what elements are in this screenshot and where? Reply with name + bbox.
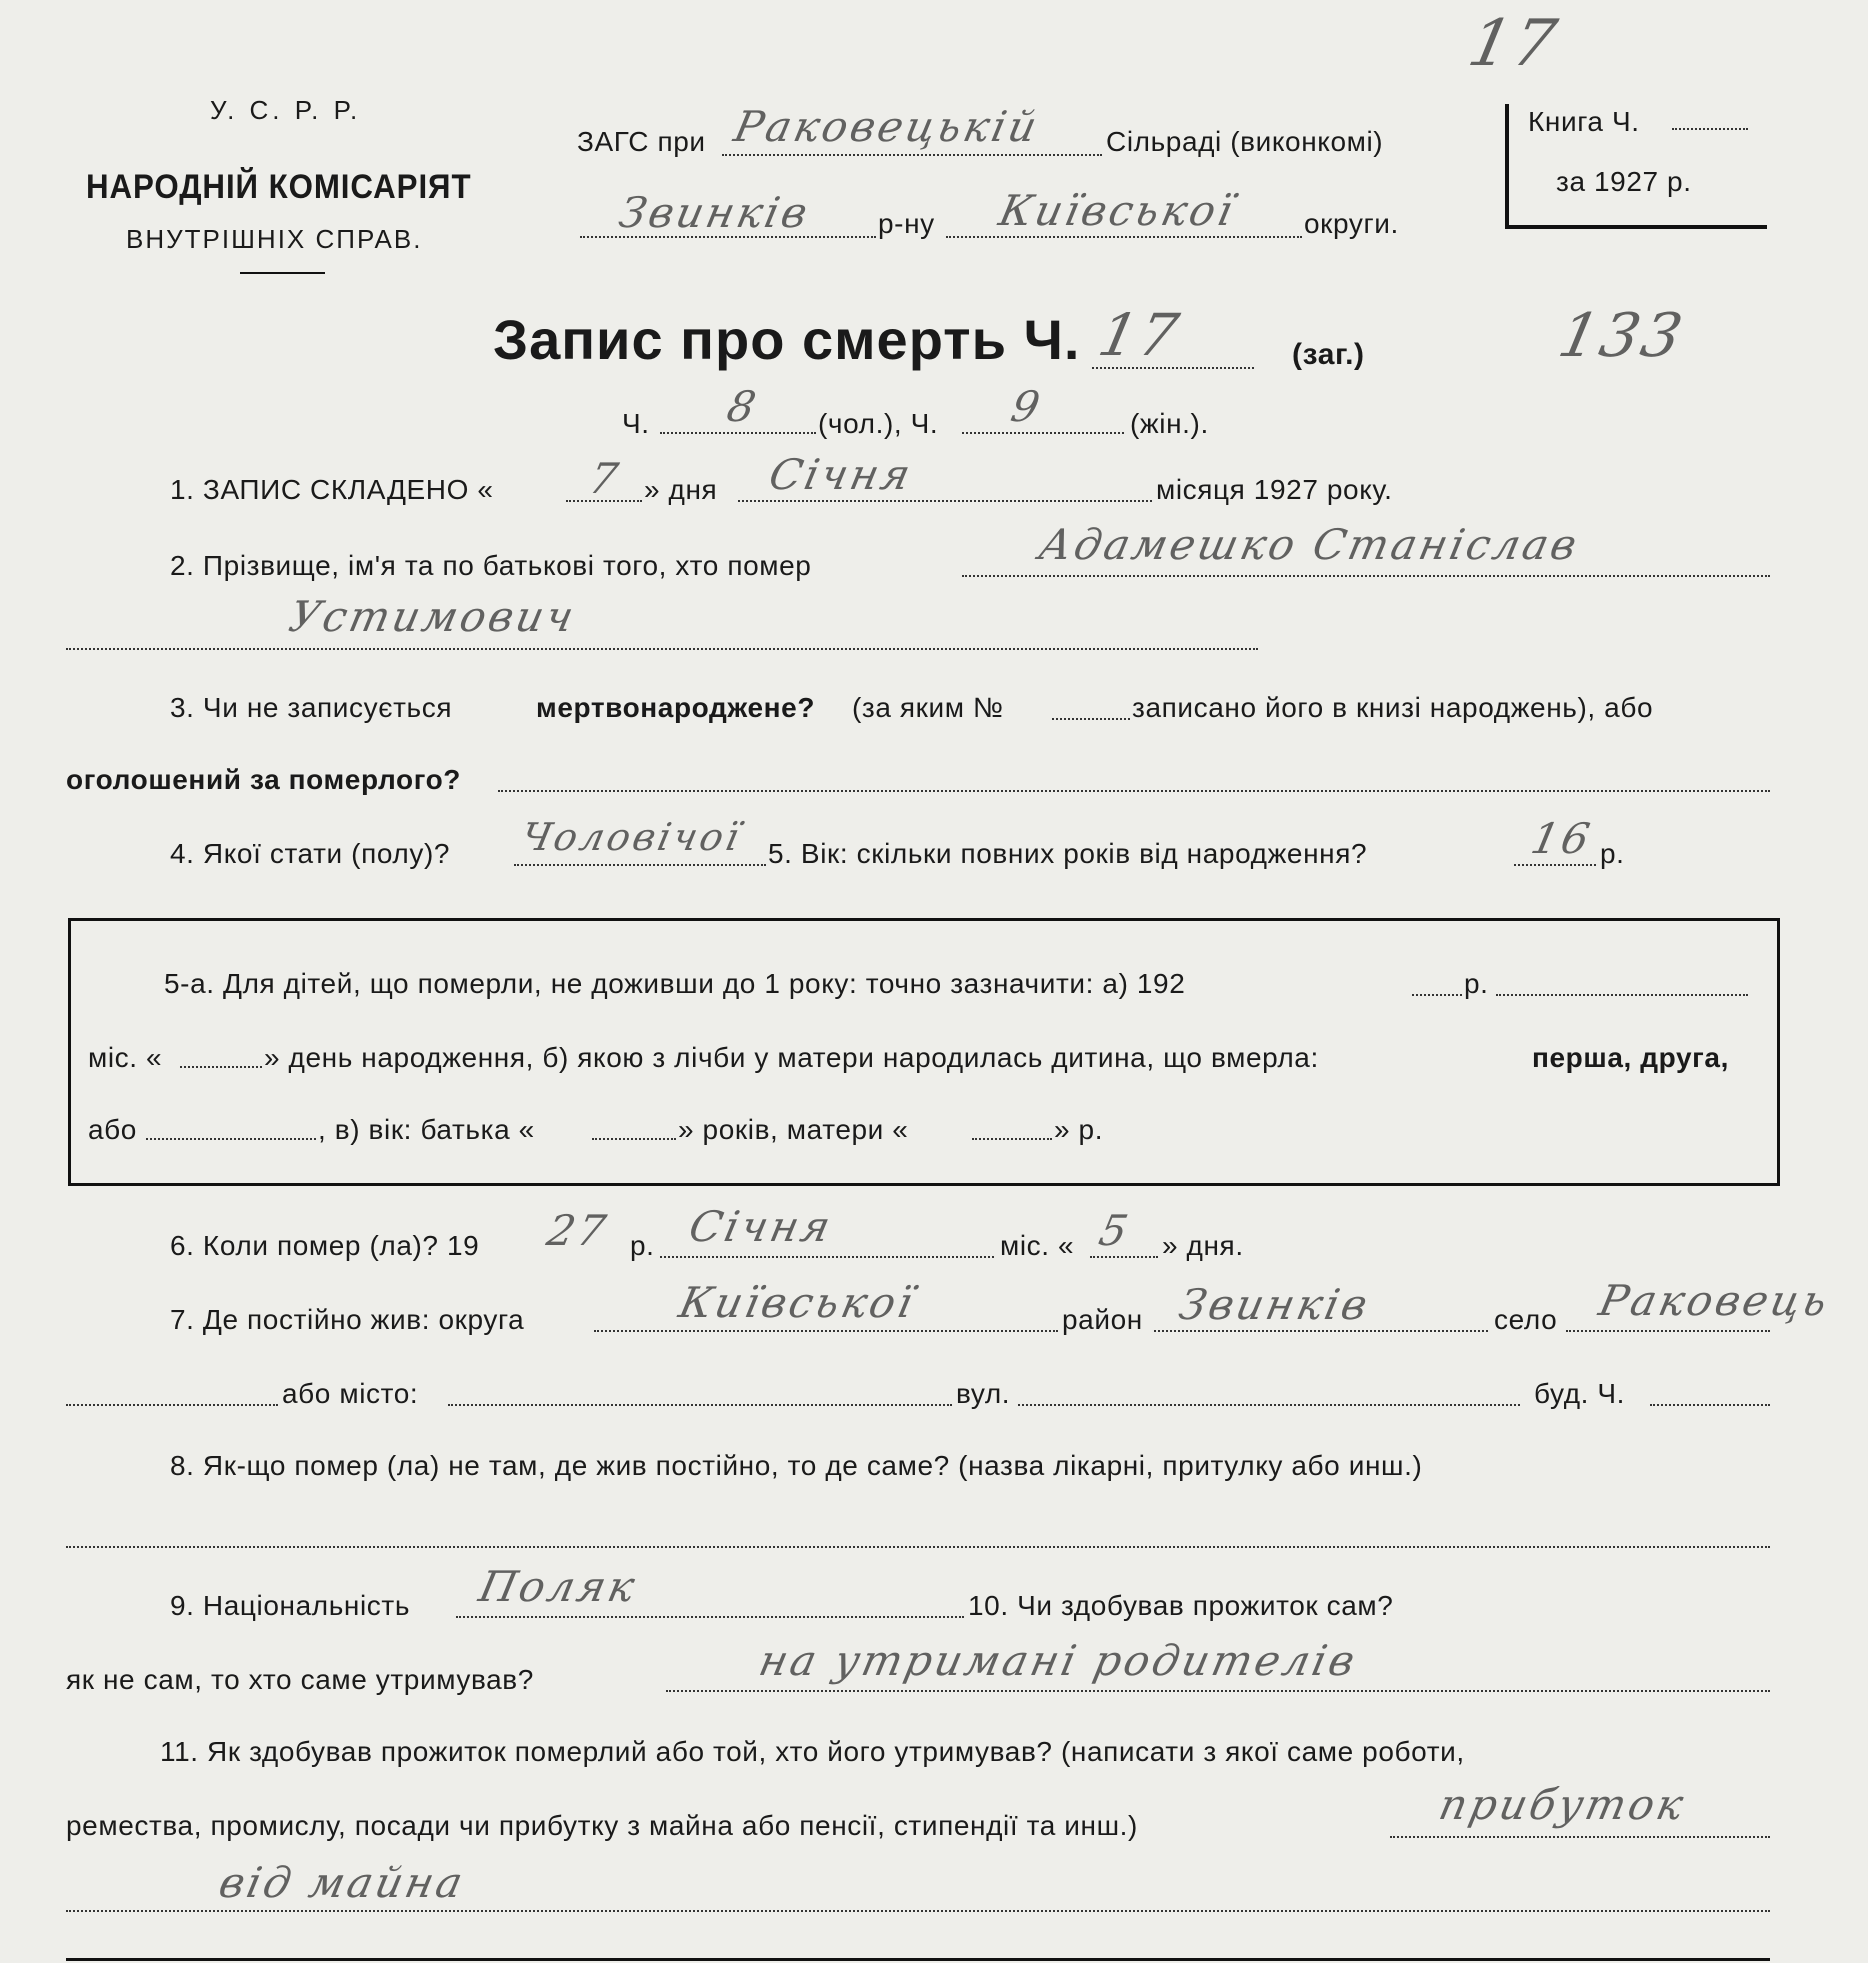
field-5a-month-line [1496,994,1748,996]
district-suffix: р-ну [878,208,935,239]
field-3-recorded-label: записано його в книзі народжень), або [1132,692,1654,723]
field-3-label: 3. Чи не записується [170,692,453,723]
okrug-handwritten: Київської [994,186,1240,235]
field-11-answer-handwritten-1: прибуток [1434,1780,1691,1829]
record-zag-label: (заг.) [1292,338,1365,371]
field-9-nationality-line [456,1616,964,1618]
field-1-month-line [738,500,1152,502]
field-11-label-line-1: 11. Як здобував прожиток померлий або той, хто його утримував? (написати з якої саме роботи, [160,1736,1465,1767]
field-7-village-label: село [1494,1304,1558,1335]
field-7-okrug-line [594,1330,1058,1332]
bottom-rule [66,1958,1770,1961]
field-10-supporter-handwritten: на утримані родителів [754,1636,1362,1685]
field-11-label-line-2: ремества, промислу, посади чи прибутку з майна або пенсії, стипендії та инш.) [66,1810,1138,1841]
field-5a-birth-order-options: перша, друга, [1532,1042,1729,1073]
header-divider [240,272,325,274]
field-1-year-label: місяця 1927 року. [1156,474,1393,505]
field-7-district-label: район [1062,1304,1143,1335]
field-3-stillborn: мертвонароджене? [536,692,816,723]
field-7-district-handwritten: Звинків [1174,1280,1375,1329]
field-1-day-suffix: » дня [644,474,718,505]
field-4-label: 4. Якої стати (полу)? [170,838,451,869]
field-5-age-handwritten: 16 [1526,814,1597,863]
field-4-sex-line [514,864,766,866]
field-1-month-handwritten: Січня [764,450,918,499]
field-7-label: 7. Де постійно жив: округа [170,1304,525,1335]
male-count-line [660,432,816,434]
department-label: ВНУТРІШНІХ СПРАВ. [126,224,423,254]
field-5a-father-age-label: , в) вік: батька « [318,1114,535,1145]
field-1-day-handwritten: 7 [584,454,626,503]
ussr-label: У. С. Р. Р. [210,95,362,125]
field-5a-mother-age-label: » років, матери « [678,1114,909,1145]
field-9-nationality-handwritten: Поляк [474,1562,642,1611]
field-5a-year-unit: р. [1464,968,1489,999]
book-label: Книга Ч. [1528,106,1640,137]
male-count-handwritten: 8 [722,382,764,431]
field-7-district-line [1154,1330,1488,1332]
field-2-patronymic-line [66,648,1258,650]
zags-suffix: Сільраді (виконкомі) [1106,126,1384,157]
field-5a-mother-age-line [972,1138,1052,1140]
field-7-okrug-handwritten: Київської [674,1278,920,1327]
page-number-mark: 17 [1462,7,1566,81]
field-6-year-handwritten: 27 [542,1206,613,1255]
field-7-village-line [1566,1330,1770,1332]
commissariat-label: НАРОДНІЙ КОМІСАРІЯТ [86,168,472,206]
male-count-prefix: Ч. [622,408,650,439]
field-10-supporter-line [666,1690,1770,1692]
zags-village-handwritten: Раковецькій [729,102,1045,151]
field-3-number-label: (за яким № [852,692,1004,723]
field-11-answer-handwritten-2: від майна [214,1858,470,1907]
field-6-month-handwritten: Січня [684,1202,838,1251]
district-handwritten: Звинків [614,188,815,237]
field-9-label: 9. Національність [170,1590,411,1621]
field-3-declared-dead: оголошений за померлого? [66,764,462,795]
field-10-label: 10. Чи здобував прожиток сам? [968,1590,1394,1621]
record-number-handwritten: 17 [1092,301,1188,369]
book-year: за 1927 р. [1556,166,1692,197]
field-7-house-label: буд. Ч. [1534,1378,1626,1409]
field-5a-day-line [180,1066,262,1068]
field-7-street-line [1018,1404,1520,1406]
field-7-town-line [448,1404,952,1406]
field-7-village-handwritten: Раковець [1594,1276,1835,1325]
zags-prefix: ЗАГС при [577,126,706,157]
field-11-answer-line-1 [1390,1836,1770,1838]
field-6-month-label: міс. « [1000,1230,1075,1261]
field-11-answer-line-2 [66,1910,1770,1912]
book-box-bottom [1505,225,1767,229]
female-count-line [962,432,1124,434]
field-6-year-unit: р. [630,1230,655,1261]
female-count-label: (жін.). [1130,408,1209,439]
field-5a-mother-age-unit: » р. [1054,1114,1104,1145]
field-5a-birth-order-label: » день народження, б) якою з лічби у матери народилась дитина, що вмерла: [264,1042,1319,1073]
book-box-left [1505,104,1509,228]
field-2-patronymic-handwritten: Устимович [284,592,581,641]
field-7-town-label: або місто: [282,1378,419,1409]
field-1-label: 1. ЗАПИС СКЛАДЕНО « [170,474,494,505]
field-2-name-handwritten: Адамешко Станіслав [1034,520,1584,569]
female-count-handwritten: 9 [1006,382,1048,431]
field-5a-or-line [146,1138,316,1140]
field-5a-line-1: 5-а. Для дітей, що померли, не доживши до 1 року: точно зазначити: а) 192 [164,968,1186,999]
zags-village-line [722,154,1102,156]
field-8-label: 8. Як-що помер (ла) не там, де жив постійно, то де саме? (назва лікарні, притулку або инш.) [170,1450,1423,1481]
book-number-line [1672,128,1748,130]
field-8-answer-line [66,1546,1770,1548]
field-5-age-line [1514,864,1596,866]
field-7-street-label: вул. [956,1378,1011,1409]
field-6-label: 6. Коли помер (ла)? 19 [170,1230,480,1261]
field-6-month-line [660,1256,994,1258]
field-5-label: 5. Вік: скільки повних років від народження? [768,838,1368,869]
field-6-day-label: » дня. [1162,1230,1244,1261]
field-5a-month-label: міс. « [88,1042,163,1073]
field-5a-father-age-line [592,1138,676,1140]
field-5-age-unit: р. [1600,838,1625,869]
field-2-label: 2. Прізвище, ім'я та по батькові того, хто помер [170,550,812,581]
okrug-suffix: округи. [1304,208,1399,239]
field-5a-year-line [1412,994,1462,996]
field-5a-or-label: або [88,1114,137,1145]
field-10-supporter-label: як не сам, то хто саме утримував? [66,1664,534,1695]
field-6-day-handwritten: 5 [1094,1206,1136,1255]
field-6-day-line [1090,1256,1158,1258]
record-title: Запис про смерть Ч. [493,308,1081,371]
okrug-line [946,236,1302,238]
field-3-declared-line [498,790,1770,792]
record-total-handwritten: 133 [1552,301,1691,371]
field-7-town-prefix-line [66,1404,278,1406]
male-count-label: (чол.), Ч. [818,408,939,439]
field-3-number-line [1052,718,1130,720]
field-7-house-line [1650,1404,1770,1406]
field-4-sex-handwritten: Чоловічої [517,815,746,859]
field-2-name-line [962,575,1770,577]
